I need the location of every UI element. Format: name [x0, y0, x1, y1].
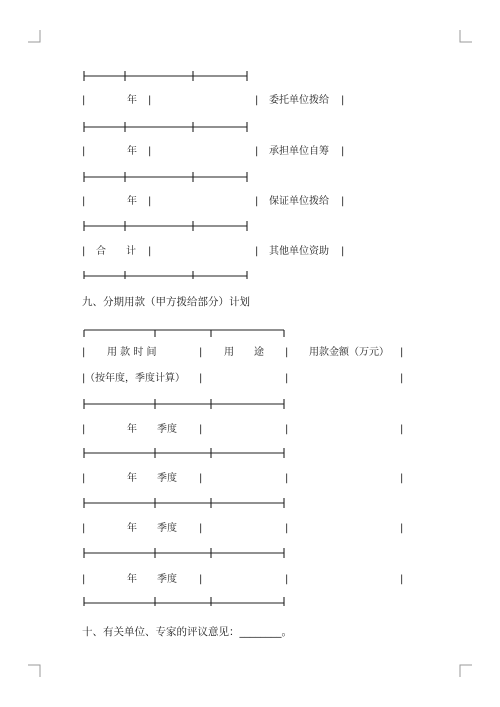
row-bar: |	[400, 473, 404, 484]
row-bar: |	[199, 574, 203, 585]
row-year: 年	[127, 574, 137, 585]
row-bar: |	[255, 146, 259, 157]
row-bar: |	[82, 196, 86, 207]
row-bar: |	[82, 523, 86, 534]
row-total-label: 合 计	[96, 246, 136, 257]
row-bar: |	[255, 95, 259, 106]
row-bar: |	[400, 347, 404, 358]
row-quarter: 季度	[157, 473, 177, 484]
row-quarter: 季度	[157, 424, 177, 435]
row-label: 委托单位拨给	[269, 95, 329, 106]
section8-rule-3	[84, 172, 247, 182]
section9-rule-1	[84, 399, 284, 409]
row-year: 年	[127, 523, 137, 534]
section9-rule-4	[84, 548, 284, 558]
row-bar: |	[148, 146, 152, 157]
row-bar: |	[285, 347, 289, 358]
header-time: 用 款 时 间	[107, 347, 157, 358]
row-year: 年	[127, 95, 137, 106]
row-bar: |	[148, 246, 152, 257]
row-quarter: 季度	[157, 574, 177, 585]
row-bar: |	[285, 473, 289, 484]
row-label: 保证单位拨给	[269, 196, 329, 207]
row-bar: |	[285, 373, 289, 384]
row-bar: |	[341, 146, 345, 157]
row-bar: |	[82, 347, 86, 358]
row-bar: |	[199, 523, 203, 534]
row-bar: |	[199, 373, 203, 384]
crop-mark-top-right	[460, 30, 472, 42]
row-year: 年	[127, 196, 137, 207]
section9-rule-2	[84, 448, 284, 458]
header-use: 用 途	[224, 347, 264, 358]
section9-rule-3	[84, 498, 284, 508]
row-quarter: 季度	[157, 523, 177, 534]
row-bar: |	[82, 246, 86, 257]
row-bar: |	[341, 246, 345, 257]
row-bar: |	[82, 424, 86, 435]
crop-mark-top-left	[28, 30, 40, 42]
row-bar: |	[400, 424, 404, 435]
row-bar: |	[82, 574, 86, 585]
section9-header-rule	[84, 330, 284, 337]
row-bar: |	[148, 196, 152, 207]
row-year: 年	[127, 473, 137, 484]
row-bar: |	[82, 146, 86, 157]
section10-title: 十、有关单位、专家的评议意见：________。	[82, 626, 292, 638]
row-bar: |	[400, 574, 404, 585]
row-bar: |	[148, 95, 152, 106]
row-bar: |	[285, 424, 289, 435]
row-bar: |	[199, 347, 203, 358]
row-bar: |	[400, 373, 404, 384]
section9-rule-5	[84, 597, 284, 606]
row-bar: |	[400, 523, 404, 534]
row-bar: |	[82, 473, 86, 484]
section8-rule-1	[84, 71, 247, 81]
row-bar: |	[82, 95, 86, 106]
row-bar: |	[341, 95, 345, 106]
row-bar: |	[199, 473, 203, 484]
section9-title: 九、分期用款（甲方拨给部分）计划	[82, 296, 250, 308]
row-year: 年	[127, 146, 137, 157]
row-bar: |	[255, 246, 259, 257]
row-bar: |	[199, 424, 203, 435]
row-bar: |	[255, 196, 259, 207]
row-bar: |	[285, 523, 289, 534]
crop-mark-bottom-right	[460, 665, 472, 677]
row-label: 承担单位自筹	[269, 146, 329, 157]
header-amount: 用款金额（万元）	[309, 347, 389, 358]
header-time-note: （按年度，季度计算）	[85, 373, 185, 384]
section8-rule-2	[84, 122, 247, 132]
row-bar: |	[341, 196, 345, 207]
row-label: 其他单位资助	[269, 246, 329, 257]
section8-rule-4	[84, 221, 247, 231]
crop-mark-bottom-left	[28, 665, 40, 677]
row-bar: |	[82, 373, 86, 384]
row-year: 年	[127, 424, 137, 435]
row-bar: |	[285, 574, 289, 585]
section8-rule-5	[84, 271, 247, 279]
